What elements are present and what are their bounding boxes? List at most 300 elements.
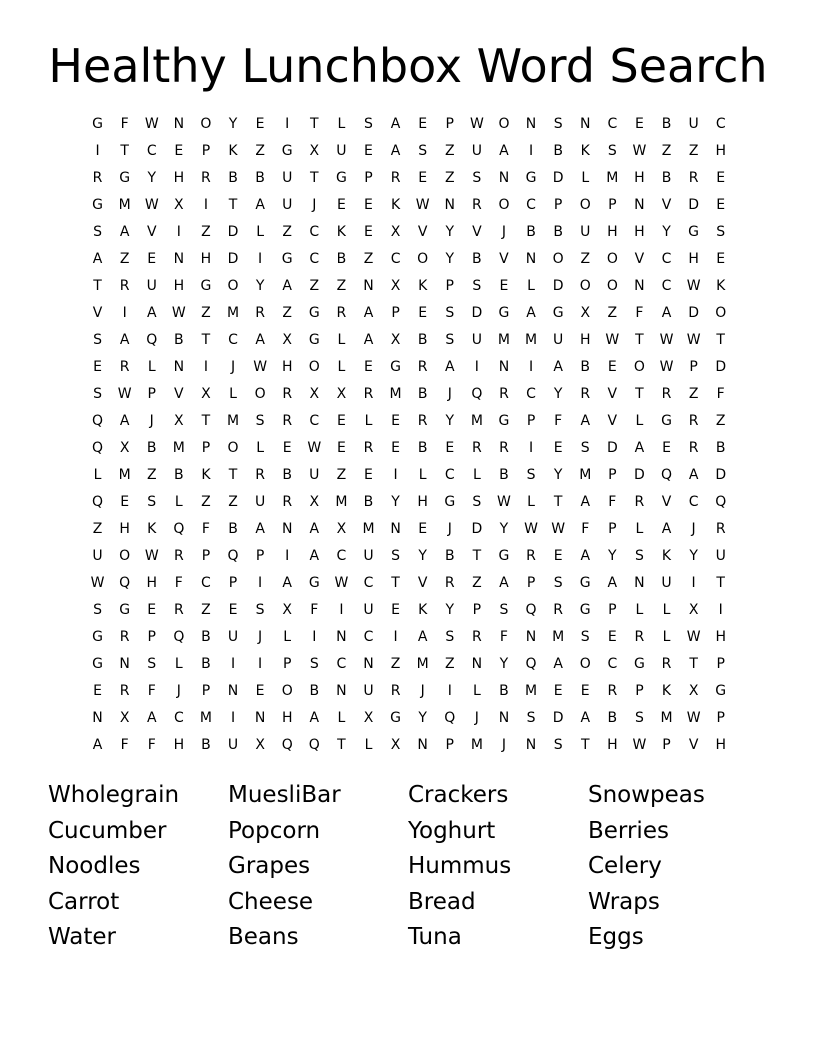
grid-letter: P [255,548,265,564]
grid-letter: S [472,278,482,294]
grid-letter: P [526,413,536,429]
grid-letter: L [337,116,346,132]
grid-letter: Q [715,494,727,510]
grid-letter: Z [580,251,591,267]
grid-letter: G [335,170,347,186]
word-list-item: MuesliBar [228,782,341,808]
grid-letter: W [686,629,701,645]
grid-letter: I [528,143,534,159]
grid-letter: G [579,575,591,591]
grid-letter: Y [662,224,671,240]
grid-letter: E [364,143,373,159]
grid-letter: X [688,602,699,618]
grid-letter: G [308,305,320,321]
grid-letter: K [661,548,672,564]
grid-letter: Y [608,548,617,564]
grid-letter: P [201,143,211,159]
grid-letter: W [415,197,430,213]
grid-letter: X [390,332,401,348]
grid-letter: O [552,251,564,267]
grid-letter: A [119,413,130,429]
grid-letter: P [716,710,725,726]
grid-letter: V [607,386,618,402]
grid-letter: Q [173,521,185,537]
grid-letter: J [501,224,507,240]
grid-letter: N [498,170,510,186]
grid-letter: S [553,737,563,753]
grid-letter: O [579,197,591,213]
grid-letter: C [607,116,618,132]
grid-letter: U [146,278,157,294]
grid-letter: X [119,710,130,726]
grid-letter: X [390,224,401,240]
grid-letter: P [472,602,482,618]
grid-letter: D [606,440,618,456]
grid-letter: Q [525,602,537,618]
grid-letter: R [499,440,509,456]
grid-row [84,624,735,651]
grid-letter: C [363,629,374,645]
grid-letter: E [255,116,265,132]
grid-letter: A [580,413,591,429]
grid-letter: I [312,629,317,645]
grid-letter: I [176,224,181,240]
grid-letter: R [471,440,482,456]
grid-letter: E [553,548,563,564]
grid-letter: R [173,548,184,564]
grid-letter: C [228,332,238,348]
grid-letter: A [580,494,591,510]
grid-letter: B [146,440,157,456]
grid-letter: H [579,332,591,348]
grid-letter: Y [445,602,455,618]
grid-letter: I [95,143,100,159]
grid-letter: E [391,602,400,618]
word-list-column [408,778,588,956]
grid-letter: W [171,305,186,321]
grid-letter: Z [201,494,211,510]
word-list-item: Beans [228,924,299,950]
grid-letter: Y [445,413,455,429]
grid-letter: U [227,629,239,645]
word-list-item: Celery [588,853,662,879]
grid-letter: U [471,143,482,159]
grid-letter: D [227,251,239,267]
grid-letter: R [688,413,699,429]
grid-letter: H [281,710,293,726]
grid-letter: A [255,521,265,537]
grid-letter: R [119,629,130,645]
grid-letter: M [606,170,619,186]
grid-letter: Z [228,494,238,510]
grid-letter: U [580,224,591,240]
grid-letter: W [686,332,701,348]
grid-letter: Y [553,386,563,402]
grid-letter: A [634,440,645,456]
grid-letter: R [661,656,672,672]
grid-letter: N [634,575,645,591]
grid-letter: B [201,629,211,645]
grid-letter: L [174,494,183,510]
grid-letter: E [634,116,644,132]
grid-letter: F [174,575,183,591]
grid-letter: I [528,359,534,375]
grid-letter: P [526,575,536,591]
grid-letter: X [119,440,130,456]
grid-letter: Z [444,143,455,159]
grid-letter: B [336,251,347,267]
grid-letter: C [661,278,672,294]
grid-letter: Z [363,251,374,267]
grid-letter: J [149,413,154,429]
grid-letter: O [308,359,320,375]
grid-letter: E [364,197,373,213]
grid-letter: B [309,683,320,699]
grid-letter: B [174,332,184,348]
grid-letter: A [119,332,130,348]
grid-letter: U [336,143,347,159]
grid-letter: T [337,737,346,753]
grid-letter: M [525,683,538,699]
grid-letter: E [391,413,400,429]
grid-letter: X [390,737,401,753]
grid-letter: I [285,548,290,564]
grid-letter: C [309,224,320,240]
grid-letter: G [281,143,293,159]
grid-letter: M [118,197,131,213]
grid-letter: S [526,467,536,483]
grid-letter: L [662,602,671,618]
grid-letter: R [471,197,482,213]
grid-letter: N [525,737,537,753]
grid-letter: P [608,197,617,213]
grid-letter: N [498,359,510,375]
grid-letter: C [715,116,726,132]
grid-letter: T [391,575,400,591]
grid-letter: G [633,656,645,672]
grid-letter: B [417,440,428,456]
grid-letter: K [418,278,428,294]
grid-letter: O [417,251,429,267]
grid-letter: L [229,386,237,402]
grid-letter: I [122,305,127,321]
grid-letter: M [416,656,429,672]
grid-letter: R [580,386,591,402]
grid-letter: N [634,197,645,213]
grid-letter: G [92,116,103,132]
grid-letter: T [120,143,129,159]
grid-letter: E [418,170,428,186]
grid-letter: C [336,548,347,564]
grid-letter: W [253,359,268,375]
grid-letter: A [417,629,428,645]
grid-letter: U [363,548,374,564]
word-list-item: Snowpeas [588,782,705,808]
grid-row [84,246,735,273]
grid-letter: W [307,440,322,456]
grid-letter: A [255,197,265,213]
grid-letter: R [92,170,103,186]
grid-letter: G [119,602,131,618]
grid-letter: W [90,575,105,591]
grid-letter: Q [146,332,158,348]
grid-letter: H [417,494,428,510]
grid-letter: G [498,305,510,321]
grid-letter: A [390,143,401,159]
grid-letter: D [471,521,483,537]
grid-row [84,300,735,327]
grid-letter: W [686,278,701,294]
grid-letter: U [92,548,103,564]
grid-letter: Q [92,494,104,510]
grid-letter: T [310,116,319,132]
grid-letter: S [391,548,401,564]
grid-letter: S [255,413,265,429]
grid-row [84,651,735,678]
grid-letter: S [580,440,590,456]
grid-letter: I [203,359,208,375]
grid-letter: B [417,332,428,348]
grid-letter: Q [471,386,483,402]
grid-letter: S [634,548,644,564]
grid-letter: T [201,332,211,348]
grid-letter: N [634,278,645,294]
grid-letter: Z [444,170,455,186]
grid-letter: V [417,224,428,240]
grid-letter: T [310,170,319,186]
grid-letter: F [120,737,129,753]
grid-letter: Y [418,548,427,564]
grid-letter: G [119,170,131,186]
grid-letter: R [499,386,509,402]
word-list-item: Yoghurt [408,817,496,844]
grid-letter: G [308,575,320,591]
grid-letter: O [579,278,591,294]
grid-letter: V [417,575,428,591]
grid-letter: G [552,305,564,321]
grid-letter: H [200,251,212,267]
grid-letter: E [391,440,400,456]
grid-letter: Y [445,251,455,267]
grid-row [84,570,735,597]
grid-letter: E [716,170,726,186]
grid-letter: O [281,683,293,699]
grid-letter: W [524,521,538,537]
grid-letter: N [173,251,185,267]
grid-letter: R [390,170,401,186]
grid-letter: M [470,737,483,753]
grid-letter: E [580,683,590,699]
grid-letter: P [282,656,292,672]
grid-letter: K [418,602,428,618]
grid-letter: R [363,386,374,402]
grid-letter: B [661,170,672,186]
grid-letter: G [579,602,591,618]
grid-letter: B [553,143,563,159]
grid-letter: I [230,656,236,672]
grid-letter: R [255,467,265,483]
grid-letter: H [715,143,726,159]
grid-letter: R [336,305,347,321]
grid-letter: M [226,305,240,321]
grid-letter: C [336,656,347,672]
grid-letter: G [715,683,727,699]
grid-letter: G [661,413,672,429]
grid-letter: W [144,116,159,132]
grid-letter: N [336,683,347,699]
grid-letter: E [607,629,617,645]
grid-letter: R [688,170,699,186]
grid-letter: W [334,575,349,591]
grid-row [84,165,735,192]
grid-letter: F [554,413,563,429]
letter-grid [84,111,735,759]
grid-letter: O [606,278,618,294]
grid-letter: Y [499,656,509,672]
grid-letter: P [553,197,563,213]
grid-letter: R [715,521,726,537]
grid-letter: P [228,575,238,591]
grid-letter: N [525,116,537,132]
grid-letter: Z [336,467,347,483]
grid-letter: C [526,197,536,213]
grid-letter: F [310,602,319,618]
grid-letter: Y [255,278,265,294]
grid-letter: N [281,521,293,537]
grid-letter: T [635,332,644,348]
grid-letter: U [282,197,293,213]
grid-letter: U [363,602,374,618]
grid-letter: V [634,251,645,267]
grid-letter: E [336,440,346,456]
grid-letter: Q [119,575,131,591]
grid-letter: A [580,710,591,726]
grid-letter: P [608,467,617,483]
grid-letter: T [580,737,590,753]
grid-letter: U [309,467,320,483]
grid-letter: U [553,332,564,348]
grid-letter: M [362,521,375,537]
grid-letter: E [336,413,346,429]
grid-letter: Z [661,143,672,159]
grid-letter: P [201,440,211,456]
grid-letter: D [227,224,239,240]
grid-letter: B [499,467,509,483]
grid-letter: O [227,440,239,456]
grid-row [84,435,735,462]
grid-letter: B [417,386,428,402]
grid-letter: W [659,332,674,348]
grid-letter: B [363,494,374,510]
grid-letter: E [364,224,373,240]
grid-letter: E [418,305,428,321]
grid-letter: S [147,656,157,672]
grid-letter: P [147,629,156,645]
grid-letter: V [661,197,672,213]
grid-letter: M [552,629,565,645]
grid-letter: T [716,575,725,591]
grid-letter: N [363,656,374,672]
grid-letter: W [632,737,647,753]
grid-letter: J [176,683,181,699]
grid-row [84,408,735,435]
word-list-item: Cucumber [48,817,167,844]
grid-letter: S [364,116,373,132]
grid-letter: L [93,467,102,483]
grid-letter: H [173,170,185,186]
grid-letter: S [445,629,455,645]
grid-letter: Q [661,467,673,483]
grid-letter: Z [607,305,618,321]
grid-letter: G [390,710,401,726]
grid-letter: D [552,170,564,186]
grid-letter: P [364,170,373,186]
grid-letter: K [716,278,726,294]
grid-letter: R [119,683,130,699]
grid-row [84,462,735,489]
grid-letter: G [390,359,401,375]
grid-letter: N [227,683,239,699]
grid-letter: Z [282,305,292,321]
grid-letter: B [228,521,238,537]
grid-letter: N [390,521,401,537]
grid-letter: X [309,494,320,510]
grid-letter: F [499,629,508,645]
grid-letter: S [499,602,509,618]
grid-letter: H [607,737,618,753]
grid-row [84,111,735,138]
grid-letter: R [634,494,645,510]
grid-letter: T [201,413,211,429]
grid-letter: Q [308,737,320,753]
grid-letter: Y [499,521,509,537]
grid-letter: E [418,521,428,537]
grid-letter: T [716,332,725,348]
grid-letter: A [526,305,536,321]
grid-letter: O [579,656,591,672]
grid-letter: W [497,494,511,510]
grid-letter: R [688,440,699,456]
grid-letter: S [445,305,455,321]
grid-letter: H [715,737,726,753]
grid-letter: B [661,116,672,132]
grid-letter: P [445,737,454,753]
grid-letter: M [525,332,538,348]
grid-letter: A [553,359,563,375]
grid-row [84,327,735,354]
grid-letter: N [525,251,537,267]
word-list-item: Berries [588,817,669,844]
grid-letter: W [605,332,620,348]
grid-row [84,192,735,219]
grid-letter: E [553,440,563,456]
grid-letter: I [258,251,263,267]
grid-letter: F [608,494,617,510]
grid-letter: H [607,224,618,240]
grid-row [84,543,735,570]
grid-letter: B [201,737,211,753]
grid-letter: L [662,629,671,645]
word-list-item: Wholegrain [48,782,180,808]
grid-letter: O [715,305,727,321]
grid-letter: A [607,575,618,591]
grid-letter: R [444,575,455,591]
word-list-item: Wraps [588,888,660,915]
grid-letter: Z [688,143,699,159]
grid-letter: T [553,494,563,510]
grid-letter: E [174,143,184,159]
grid-letter: N [173,359,185,375]
